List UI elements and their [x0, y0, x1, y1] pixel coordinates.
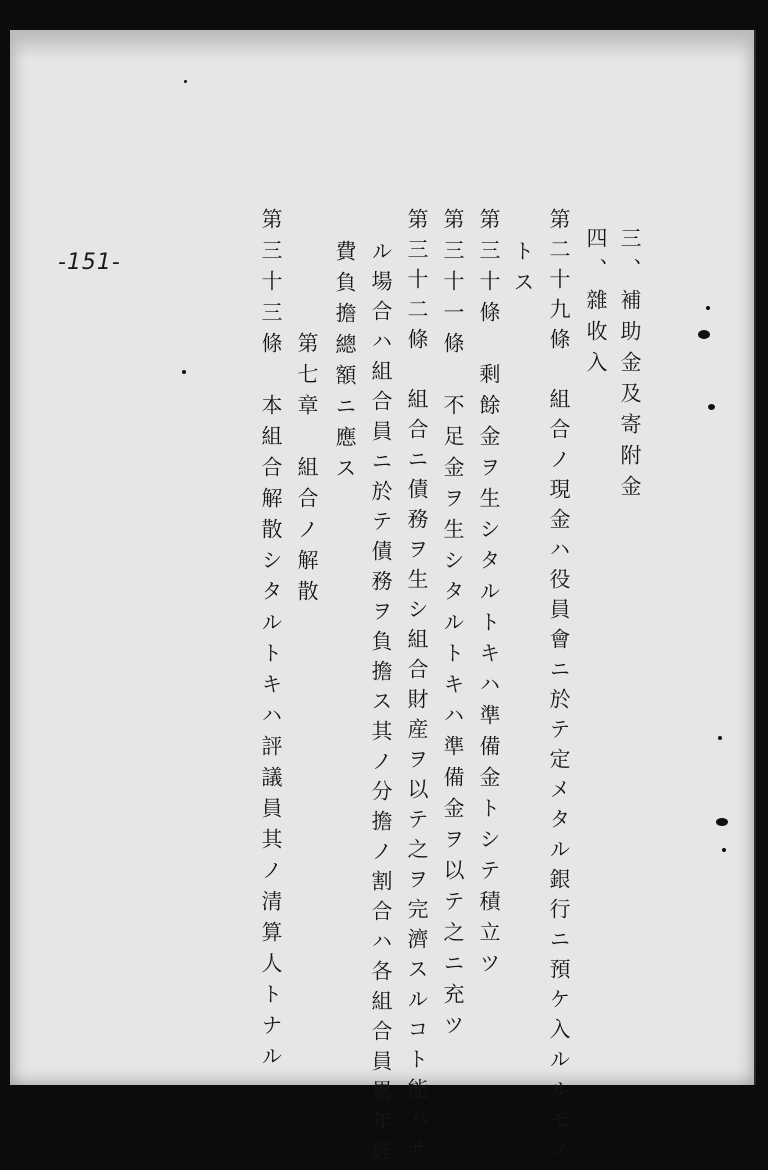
ink-speck: [716, 818, 728, 826]
ink-speck: [722, 848, 726, 852]
page-number: -151-: [58, 250, 121, 275]
article-31: 第三十一條 不足金ヲ生シタルトキハ準備金ヲ以テ之ニ充ツ: [441, 208, 465, 1045]
article-32-line-1: 第三十二條 組合ニ債務ヲ生シ組合財産ヲ以テ之ヲ完濟スルコト能ハサ: [405, 208, 429, 1168]
ink-speck: [706, 306, 710, 310]
ink-speck: [182, 370, 186, 374]
article-32-line-3: 費負擔總額ニ應ス: [333, 240, 357, 488]
article-32-line-2: ル場合ハ組合員ニ於テ債務ヲ負擔ス其ノ分擔ノ割合ハ各組合員累年經: [369, 240, 393, 1170]
heading-misc-income: 四、雜收入: [584, 227, 608, 382]
ink-speck: [184, 80, 187, 83]
heading-subsidy: 三、補助金及寄附金: [618, 227, 642, 506]
ink-speck: [718, 736, 722, 740]
article-33: 第三十三條 本組合解散シタルトキハ評議員其ノ清算人トナル: [259, 208, 283, 1076]
ink-speck: [708, 404, 715, 410]
article-29-line-1: 第二十九條 組合ノ現金ハ役員會ニ於テ定メタル銀行ニ預ケ入ルルモノ: [547, 208, 571, 1168]
ink-speck: [698, 330, 710, 339]
paper-edge-shadow: [10, 30, 754, 60]
article-30: 第三十條 剩餘金ヲ生シタルトキハ準備金トシテ積立ツ: [477, 208, 501, 983]
article-29-line-2: トス: [511, 240, 535, 302]
chapter-7-heading: 第七章 組合ノ解散: [295, 332, 319, 611]
